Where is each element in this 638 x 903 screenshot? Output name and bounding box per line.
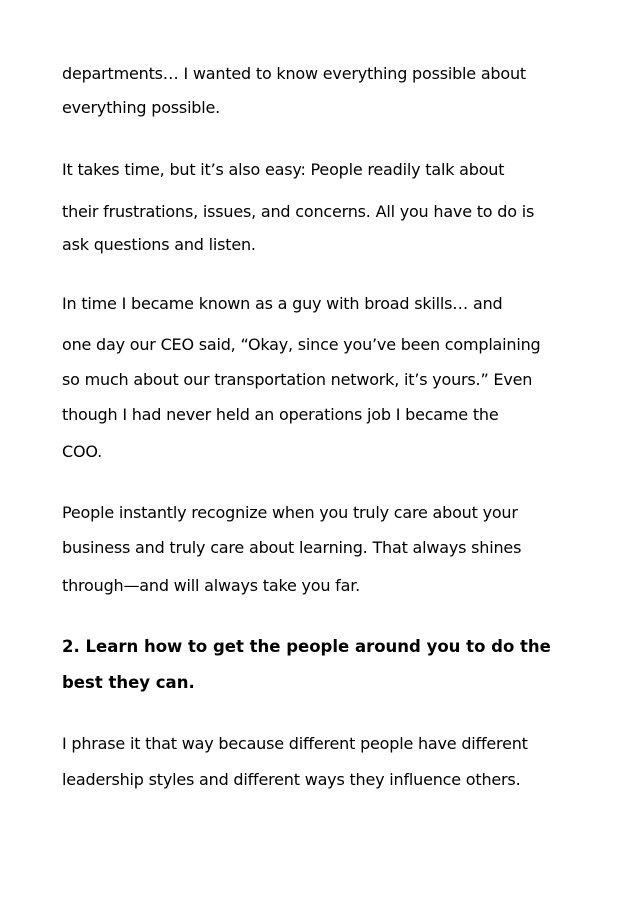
heading-line: best they can.: [62, 673, 195, 692]
text-line: I phrase it that way because different people have different: [62, 734, 528, 753]
text-line: everything possible.: [62, 98, 221, 117]
text-line: though I had never held an operations job I became the: [62, 405, 499, 424]
text-line: In time I became known as a guy with broad skills… and: [62, 294, 503, 313]
text-line: through—and will always take you far.: [62, 576, 361, 595]
text-line: one day our CEO said, “Okay, since you’ve been complaining: [62, 335, 541, 354]
text-line: so much about our transportation network, it’s yours.” Even: [62, 370, 533, 389]
text-line: departments… I wanted to know everything possible about: [62, 64, 526, 83]
text-line: It takes time, but it’s also easy: People readily talk about: [62, 160, 505, 179]
text-line: their frustrations, issues, and concerns. All you have to do is: [62, 202, 535, 221]
text-line: ask questions and listen.: [62, 235, 256, 254]
text-line: leadership styles and different ways they influence others.: [62, 770, 521, 789]
text-line: People instantly recognize when you truly care about your: [62, 503, 518, 522]
text-line: business and truly care about learning. That always shines: [62, 538, 522, 557]
heading-line: 2. Learn how to get the people around you to do the: [62, 637, 551, 656]
text-line: COO.: [62, 442, 102, 461]
